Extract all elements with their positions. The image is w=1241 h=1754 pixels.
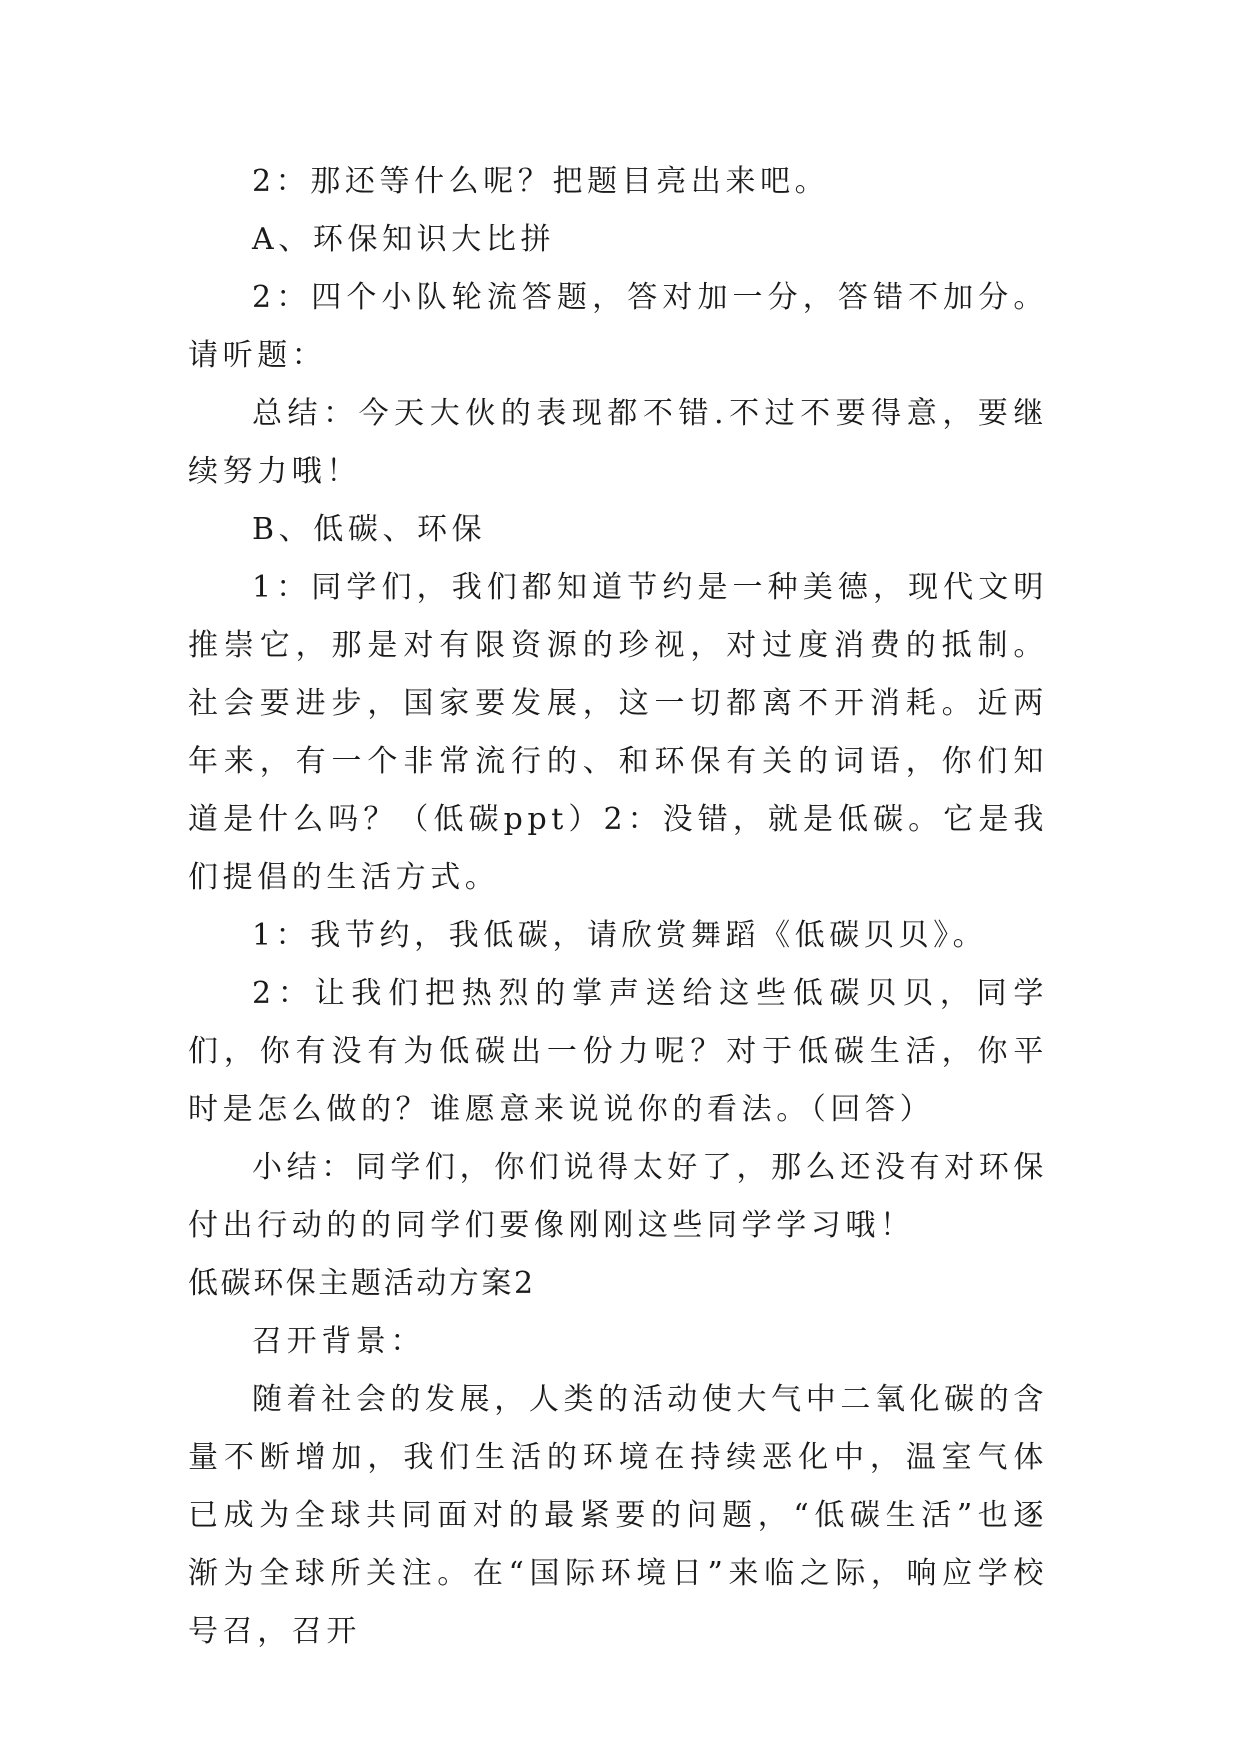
paragraph-quiz-rules: 2：四个小队轮流答题，答对加一分，答错不加分。请听题： — [188, 280, 1048, 373]
paragraph-conclusion: 小结：同学们，你们说得太好了，那么还没有对环保付出行动的的同学们要像刚刚这些同学学习哦！ — [188, 1150, 1048, 1243]
paragraph-low-carbon-intro: 1：同学们，我们都知道节约是一种美德，现代文明推崇它，那是对有限资源的珍视，对过度消费的抵制。社会要进步，国家要发展，这一切都离不开消耗。近两年来，有一个非常流行的、和环保有关的词语，你们知道是什么吗？（低碳ppt）2：没错，就是低碳。它是我们提倡的生活方式。 — [188, 570, 1048, 895]
paragraph-dance: 1：我节约，我低碳，请欣赏舞蹈《低碳贝贝》。 — [252, 918, 988, 953]
background-heading: 召开背景： — [252, 1324, 425, 1359]
paragraph-background: 随着社会的发展，人类的活动使大气中二氧化碳的含量不断增加，我们生活的环境在持续恶化中，温室气体已成为全球共同面对的最紧要的问题，“低碳生活”也逐渐为全球所关注。在“国际环境日”来临之际，响应学校号召，召开 — [188, 1382, 1048, 1649]
paragraph-applause: 2：让我们把热烈的掌声送给这些低碳贝贝，同学们，你有没有为低碳出一份力呢？对于低碳生活，你平时是怎么做的？谁愿意来说说你的看法。（回答） — [188, 976, 1048, 1127]
paragraph-summary: 总结：今天大伙的表现都不错.不过不要得意，要继续努力哦！ — [188, 396, 1048, 489]
section-b-title: B、低碳、环保 — [252, 512, 487, 547]
paragraph-quiz-start: 2：那还等什么呢？把题目亮出来吧。 — [252, 164, 830, 199]
section-a-title: A、环保知识大比拼 — [252, 222, 556, 257]
plan-2-title: 低碳环保主题活动方案2 — [188, 1266, 536, 1301]
document-body — [188, 153, 1048, 1661]
